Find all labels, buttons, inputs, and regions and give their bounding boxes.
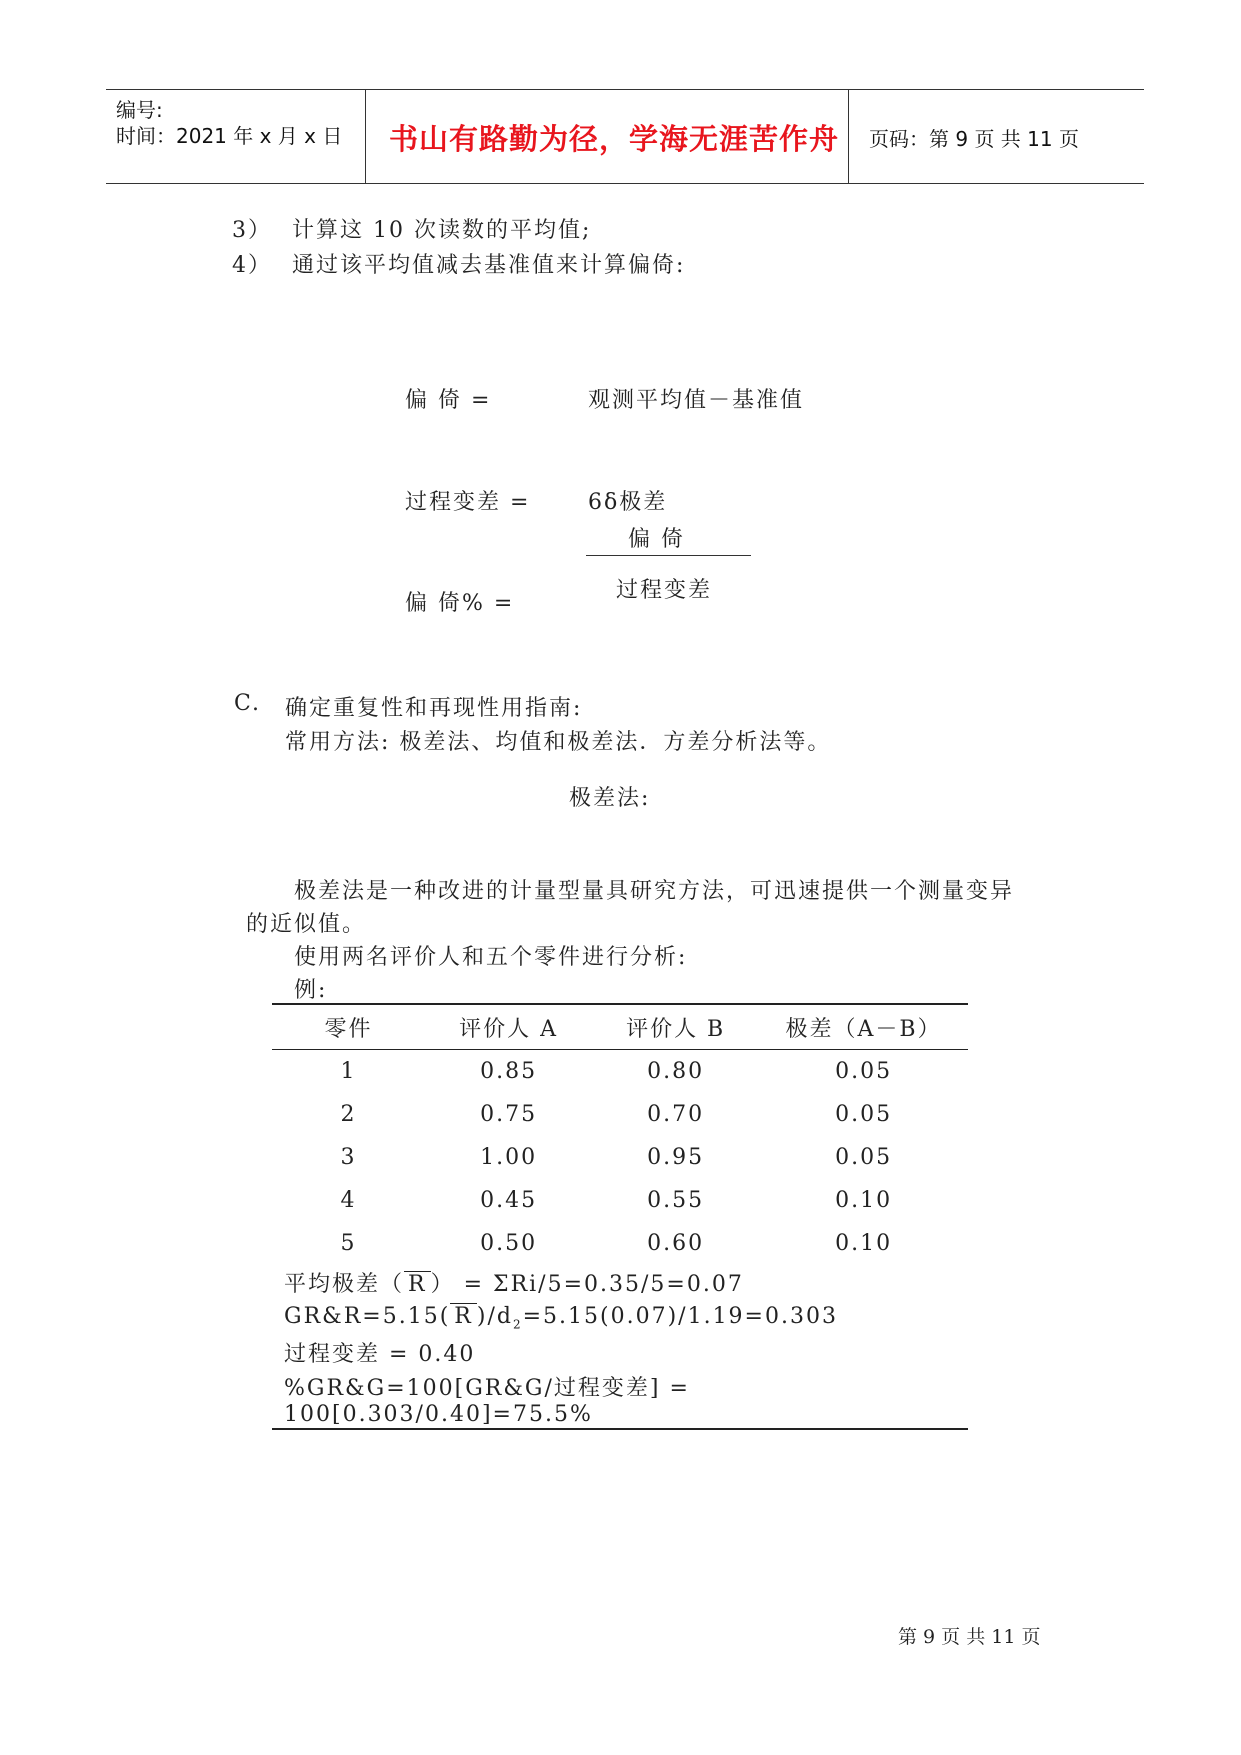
fraction-bar <box>586 555 751 556</box>
r-bar-symbol: R <box>404 1271 431 1297</box>
d2-subscript: 2 <box>512 1317 523 1332</box>
table-row <box>272 1136 968 1179</box>
table-cell: 1.00 <box>480 1145 538 1170</box>
doc-number-label: 编号: <box>116 98 163 122</box>
table-cell: 2 <box>340 1102 357 1127</box>
table-cell: 3 <box>340 1145 357 1170</box>
table-cell: 0.50 <box>480 1231 538 1256</box>
range-method-table <box>272 1003 968 1430</box>
table-cell: 0.75 <box>480 1102 538 1127</box>
range-method-paragraph-line2: 的近似值。 <box>246 912 367 937</box>
table-cell: 0.10 <box>835 1188 893 1213</box>
column-header-appraiser-a: 评价人 A <box>425 1004 592 1050</box>
step-4-text: 通过该平均值减去基准值来计算偏倚: <box>292 253 686 278</box>
table-row <box>272 1179 968 1222</box>
process-variation-expression: 6δ极差 <box>588 490 668 515</box>
average-range-prefix: 平均极差（ <box>284 1272 405 1297</box>
range-method-paragraph-line1: 极差法是一种改进的计量型量具研究方法，可迅速提供一个测量变异 <box>294 879 1015 904</box>
percent-grr-row <box>272 1370 968 1429</box>
column-header-range: 极差（A－B） <box>759 1004 968 1050</box>
section-c-title: 确定重复性和再现性用指南: <box>285 696 583 721</box>
step-3-text: 计算这 10 次读数的平均值; <box>292 218 592 243</box>
grr-prefix: GR&R=5.15( <box>284 1303 451 1329</box>
process-variation-label: 过程变差 = <box>405 490 531 515</box>
header-motto: 书山有路勤为径，学海无涯苦作舟 <box>389 122 840 156</box>
bias-percent-label: 偏 倚% = <box>405 591 515 616</box>
step-3-number: 3） <box>232 218 272 243</box>
bias-percent-numerator: 偏 倚 <box>628 527 685 552</box>
usage-text: 使用两名评价人和五个零件进行分析: <box>294 945 688 970</box>
table-row <box>272 1093 968 1136</box>
section-c-marker: C. <box>234 691 262 716</box>
average-range-formula <box>272 1265 968 1300</box>
grr-formula <box>272 1300 968 1335</box>
grr-mid: )/d <box>476 1303 513 1329</box>
table-cell: 0.85 <box>480 1059 538 1084</box>
bias-formula-label: 偏 倚 = <box>405 388 492 413</box>
step-4-number: 4） <box>232 253 272 278</box>
table-cell: 4 <box>340 1188 357 1213</box>
table-cell: 0.60 <box>647 1231 705 1256</box>
table-cell: 1 <box>340 1059 357 1084</box>
doc-time-label: 时间：2021 年 x 月 x 日 <box>116 124 343 148</box>
bias-percent-denominator: 过程变差 <box>616 578 713 603</box>
page-header <box>106 89 1144 184</box>
section-c-methods: 常用方法: 极差法、均值和极差法．方差分析法等。 <box>285 730 832 755</box>
average-range-suffix: ） = ΣRi/5=0.35/5=0.07 <box>430 1272 744 1297</box>
column-header-appraiser-b: 评价人 B <box>592 1004 759 1050</box>
grr-row <box>272 1300 968 1335</box>
table-cell: 0.10 <box>835 1231 893 1256</box>
r-bar-symbol: R <box>450 1303 477 1329</box>
header-divider <box>365 90 366 183</box>
table-cell: 5 <box>340 1231 357 1256</box>
table-cell: 0.95 <box>647 1145 705 1170</box>
table-cell: 0.05 <box>835 1059 893 1084</box>
column-header-part: 零件 <box>272 1004 425 1050</box>
table-header-row <box>272 1004 968 1050</box>
average-range-row <box>272 1265 968 1300</box>
header-page-label: 页码：第 9 页 共 11 页 <box>869 127 1079 151</box>
table-cell: 0.05 <box>835 1102 893 1127</box>
page-footer: 第 9 页 共 11 页 <box>898 1626 1041 1648</box>
example-label: 例: <box>294 978 328 1003</box>
table-row <box>272 1050 968 1094</box>
header-divider <box>848 90 849 183</box>
table-cell: 0.05 <box>835 1145 893 1170</box>
table-cell: 0.70 <box>647 1102 705 1127</box>
process-variation-row <box>272 1335 968 1370</box>
grr-suffix: =5.15(0.07)/1.19=0.303 <box>522 1303 838 1329</box>
table-cell: 0.45 <box>480 1188 538 1213</box>
bias-formula-expression: 观测平均值－基准值 <box>588 388 805 413</box>
process-variation-value: 过程变差 = 0.40 <box>284 1342 476 1367</box>
range-method-heading: 极差法: <box>569 786 651 811</box>
table-cell: 0.80 <box>647 1059 705 1084</box>
table-row <box>272 1222 968 1265</box>
table-cell: 0.55 <box>647 1188 705 1213</box>
percent-grr-formula: %GR&G=100[GR&G/过程变差] = 100[0.303/0.40]=75.5% <box>272 1370 968 1429</box>
